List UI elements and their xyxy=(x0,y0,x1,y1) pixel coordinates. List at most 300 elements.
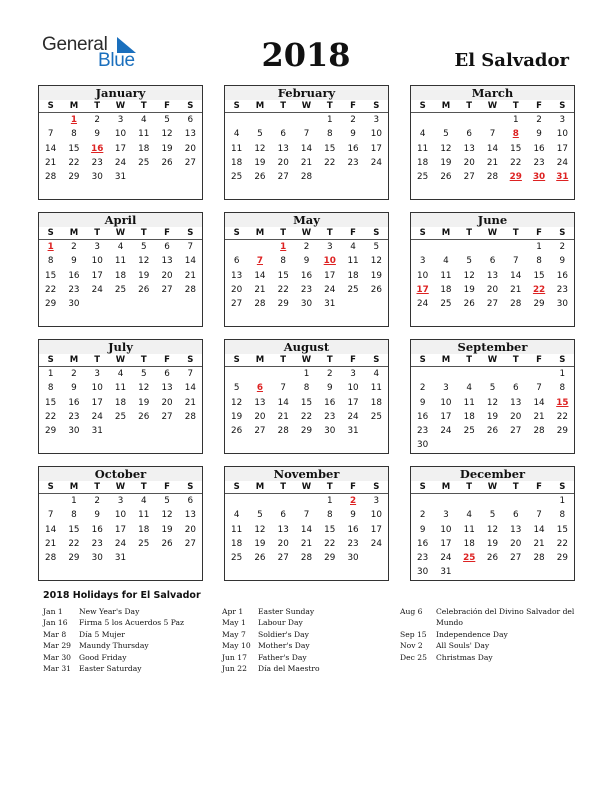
day-cell: 4 xyxy=(233,129,240,140)
weekday-header: M xyxy=(62,481,85,494)
weekday-header: T xyxy=(318,100,341,113)
empty-day-cell xyxy=(458,367,481,381)
holiday-name: All Souls' Day xyxy=(436,641,490,651)
day-cell: 17 xyxy=(91,397,103,408)
day-cell: 23 xyxy=(68,411,80,422)
month-april xyxy=(38,212,203,327)
day-cell: 30 xyxy=(300,299,313,310)
day-cell: 17 xyxy=(370,524,382,535)
day-cell: 30 xyxy=(91,172,103,183)
day-cell: 28 xyxy=(486,172,499,183)
holiday-entry xyxy=(400,640,575,651)
holiday-entry xyxy=(43,640,213,651)
day-cell: 26 xyxy=(231,426,243,437)
day-cell: 25 xyxy=(138,157,150,168)
day-cell: 20 xyxy=(184,524,196,535)
empty-day-cell xyxy=(481,367,504,381)
month-february xyxy=(224,85,389,200)
weekday-header: T xyxy=(272,481,295,494)
weekday-header: S xyxy=(551,227,574,240)
day-cell: 24 xyxy=(91,284,103,295)
holiday-name: Firma 5 los Acuerdos 5 Paz xyxy=(79,618,185,628)
month-march xyxy=(410,85,575,200)
day-cell: 24 xyxy=(556,157,568,168)
day-cell: 14 xyxy=(254,270,266,281)
weekday-header: W xyxy=(295,100,318,113)
month-days-grid xyxy=(411,354,574,453)
month-title: February xyxy=(225,86,388,100)
day-cell: 19 xyxy=(138,397,150,408)
day-cell: 9 xyxy=(94,510,100,521)
day-cell: 22 xyxy=(300,411,313,422)
day-cell: 17 xyxy=(440,411,452,422)
day-cell: 9 xyxy=(559,256,566,267)
day-cell: 17 xyxy=(324,270,336,281)
day-cell: 19 xyxy=(486,411,499,422)
day-cell: 29 xyxy=(277,299,289,310)
holiday-name: Maundy Thursday xyxy=(79,641,149,651)
day-cell: 5 xyxy=(257,129,263,140)
day-cell: 12 xyxy=(161,510,173,521)
day-cell: 3 xyxy=(443,383,449,394)
weekday-header: T xyxy=(458,100,481,113)
day-cell: 21 xyxy=(300,538,313,549)
day-cell: 30 xyxy=(68,299,80,310)
day-cell: 1 xyxy=(559,496,566,506)
empty-day-cell xyxy=(248,494,271,508)
month-days-grid xyxy=(411,481,574,580)
weekday-header: F xyxy=(341,354,364,367)
day-cell: 25 xyxy=(114,411,127,422)
holiday-day-cell: 30 xyxy=(532,172,546,183)
day-cell: 15 xyxy=(45,397,57,408)
weekday-header: F xyxy=(527,354,550,367)
empty-day-cell xyxy=(295,494,318,508)
logo-text-general: General xyxy=(42,34,108,55)
day-cell: 31 xyxy=(440,567,452,578)
empty-day-cell xyxy=(225,113,248,127)
day-cell: 14 xyxy=(533,397,545,408)
holiday-day-cell: 17 xyxy=(416,284,429,295)
empty-day-cell xyxy=(458,113,481,127)
day-cell: 13 xyxy=(510,397,522,408)
day-cell: 8 xyxy=(559,510,566,521)
weekday-header: S xyxy=(411,481,434,494)
day-cell: 18 xyxy=(463,538,475,549)
day-cell: 21 xyxy=(510,284,522,295)
day-cell: 28 xyxy=(277,426,289,437)
empty-day-cell xyxy=(481,240,504,254)
day-cell: 19 xyxy=(370,270,382,281)
weekday-header: S xyxy=(39,354,62,367)
day-cell: 28 xyxy=(184,411,196,422)
day-cell: 21 xyxy=(277,411,289,422)
weekday-header: M xyxy=(248,100,271,113)
weekday-header: T xyxy=(272,227,295,240)
day-cell: 18 xyxy=(231,538,243,549)
weekday-header: T xyxy=(504,481,527,494)
day-cell: 31 xyxy=(347,426,359,437)
day-cell: 19 xyxy=(161,143,173,154)
day-cell: 22 xyxy=(45,411,57,422)
day-cell: 1 xyxy=(303,369,310,379)
day-cell: 8 xyxy=(326,129,333,140)
day-cell: 11 xyxy=(370,383,382,394)
weekday-header: S xyxy=(411,227,434,240)
month-august xyxy=(224,339,389,454)
day-cell: 12 xyxy=(486,524,499,535)
holiday-date: Dec 25 xyxy=(400,652,427,662)
day-cell: 12 xyxy=(254,143,266,154)
day-cell: 17 xyxy=(556,143,568,154)
day-cell: 23 xyxy=(91,538,103,549)
day-cell: 29 xyxy=(556,553,568,564)
day-cell: 18 xyxy=(417,157,429,168)
day-cell: 27 xyxy=(184,157,196,168)
day-cell: 31 xyxy=(114,553,127,564)
day-cell: 20 xyxy=(184,143,196,154)
day-cell: 27 xyxy=(463,172,475,183)
day-cell: 2 xyxy=(94,115,100,125)
day-cell: 28 xyxy=(510,299,522,310)
day-cell: 6 xyxy=(489,256,496,267)
day-cell: 20 xyxy=(231,284,243,295)
month-title: March xyxy=(411,86,574,100)
day-cell: 10 xyxy=(347,383,359,394)
weekday-header: T xyxy=(86,227,109,240)
logo-text-blue: Blue xyxy=(98,50,135,71)
weekday-header: M xyxy=(248,354,271,367)
day-cell: 5 xyxy=(489,383,496,394)
empty-day-cell xyxy=(458,494,481,508)
holiday-day-cell: 6 xyxy=(256,383,263,394)
day-cell: 5 xyxy=(140,369,147,379)
day-cell: 24 xyxy=(347,411,359,422)
country-name: El Salvador xyxy=(454,50,569,71)
holiday-name: Día 5 Mujer xyxy=(79,629,125,639)
weekday-header: S xyxy=(225,354,248,367)
holiday-date: May 7 xyxy=(222,629,246,639)
holiday-day-cell: 25 xyxy=(463,553,476,564)
day-cell: 14 xyxy=(45,524,57,535)
day-cell: 11 xyxy=(463,524,475,535)
day-cell: 28 xyxy=(533,426,545,437)
day-cell: 8 xyxy=(71,129,77,140)
month-days-grid xyxy=(225,100,388,184)
day-cell: 7 xyxy=(280,383,286,394)
day-cell: 6 xyxy=(164,242,170,252)
weekday-header: M xyxy=(434,227,457,240)
empty-day-cell xyxy=(411,240,434,254)
day-cell: 15 xyxy=(533,270,545,281)
day-cell: 11 xyxy=(138,129,150,140)
day-cell: 23 xyxy=(417,553,429,564)
holiday-day-cell: 1 xyxy=(47,242,54,252)
day-cell: 22 xyxy=(324,157,336,168)
day-cell: 29 xyxy=(68,553,80,564)
month-july xyxy=(38,339,203,454)
day-cell: 28 xyxy=(300,172,313,183)
day-cell: 8 xyxy=(326,510,333,521)
day-cell: 6 xyxy=(512,383,519,394)
holiday-entry xyxy=(222,606,392,617)
day-cell: 10 xyxy=(370,129,382,140)
day-cell: 8 xyxy=(71,510,77,521)
month-title: April xyxy=(39,213,202,227)
day-cell: 8 xyxy=(47,256,54,267)
day-cell: 9 xyxy=(350,129,356,140)
day-cell: 7 xyxy=(303,510,310,521)
day-cell: 15 xyxy=(510,143,522,154)
day-cell: 27 xyxy=(510,426,522,437)
weekday-header: S xyxy=(179,354,202,367)
holiday-date: Mar 8 xyxy=(43,629,67,639)
weekday-header: W xyxy=(481,354,504,367)
day-cell: 29 xyxy=(556,426,568,437)
day-cell: 8 xyxy=(536,256,542,267)
day-cell: 13 xyxy=(510,524,522,535)
month-days-grid xyxy=(39,227,202,311)
day-cell: 13 xyxy=(184,510,196,521)
weekday-header: M xyxy=(62,100,85,113)
day-cell: 24 xyxy=(114,538,127,549)
month-december xyxy=(410,466,575,581)
day-cell: 11 xyxy=(417,143,429,154)
day-cell: 22 xyxy=(556,411,568,422)
day-cell: 14 xyxy=(184,256,196,267)
day-cell: 20 xyxy=(486,284,499,295)
month-september xyxy=(410,339,575,454)
weekday-header: T xyxy=(272,100,295,113)
day-cell: 12 xyxy=(138,383,150,394)
empty-day-cell xyxy=(225,240,248,254)
day-cell: 29 xyxy=(324,553,336,564)
holiday-name: Father's Day xyxy=(258,652,307,662)
day-cell: 2 xyxy=(536,115,542,125)
holiday-day-cell: 31 xyxy=(556,172,569,183)
day-cell: 6 xyxy=(280,129,286,140)
day-cell: 30 xyxy=(324,426,336,437)
day-cell: 17 xyxy=(91,270,103,281)
day-cell: 21 xyxy=(533,538,545,549)
day-cell: 27 xyxy=(254,426,266,437)
day-cell: 5 xyxy=(164,115,170,125)
weekday-header: F xyxy=(341,100,364,113)
day-cell: 29 xyxy=(68,172,80,183)
weekday-header: F xyxy=(341,227,364,240)
weekday-header: T xyxy=(458,227,481,240)
day-cell: 22 xyxy=(68,157,80,168)
day-cell: 21 xyxy=(533,411,545,422)
holiday-date: Mar 29 xyxy=(43,641,72,651)
month-october xyxy=(38,466,203,581)
day-cell: 4 xyxy=(117,369,124,379)
weekday-header: M xyxy=(434,100,457,113)
empty-day-cell xyxy=(272,494,295,508)
day-cell: 3 xyxy=(443,510,449,521)
day-cell: 25 xyxy=(114,284,127,295)
day-cell: 15 xyxy=(45,270,57,281)
day-cell: 6 xyxy=(512,510,519,521)
empty-day-cell xyxy=(434,367,457,381)
empty-day-cell xyxy=(527,494,550,508)
holiday-name: New Year's Day xyxy=(79,607,140,616)
day-cell: 6 xyxy=(187,496,194,506)
holiday-name: Easter Sunday xyxy=(258,607,315,616)
day-cell: 5 xyxy=(373,242,380,252)
holiday-day-cell: 1 xyxy=(280,242,287,252)
day-cell: 8 xyxy=(280,256,286,267)
day-cell: 28 xyxy=(45,553,57,564)
day-cell: 1 xyxy=(326,115,333,125)
empty-day-cell xyxy=(481,113,504,127)
day-cell: 21 xyxy=(486,157,499,168)
day-cell: 26 xyxy=(463,299,475,310)
day-cell: 5 xyxy=(164,496,170,506)
month-january xyxy=(38,85,203,200)
holiday-date: Jun 22 xyxy=(222,664,247,674)
day-cell: 10 xyxy=(440,524,452,535)
weekday-header: M xyxy=(62,227,85,240)
day-cell: 27 xyxy=(231,299,243,310)
day-cell: 13 xyxy=(161,256,173,267)
holiday-name: Celebración del Divino Salvador del Mundo xyxy=(436,607,575,628)
empty-day-cell xyxy=(504,494,527,508)
weekday-header: T xyxy=(272,354,295,367)
weekday-header: T xyxy=(86,481,109,494)
day-cell: 6 xyxy=(187,115,194,125)
weekday-header: W xyxy=(481,100,504,113)
empty-day-cell xyxy=(225,494,248,508)
holiday-day-cell: 29 xyxy=(509,172,522,183)
day-cell: 12 xyxy=(486,397,499,408)
day-cell: 29 xyxy=(300,426,313,437)
weekday-header: T xyxy=(458,354,481,367)
day-cell: 3 xyxy=(419,256,426,267)
day-cell: 2 xyxy=(350,115,356,125)
holiday-column xyxy=(400,606,575,663)
day-cell: 26 xyxy=(486,426,499,437)
holiday-day-cell: 22 xyxy=(532,284,546,295)
holiday-column xyxy=(222,606,392,674)
day-cell: 26 xyxy=(161,157,173,168)
holiday-day-cell: 15 xyxy=(556,397,569,408)
day-cell: 13 xyxy=(161,383,173,394)
day-cell: 29 xyxy=(533,299,545,310)
day-cell: 9 xyxy=(419,524,426,535)
day-cell: 2 xyxy=(559,242,566,252)
day-cell: 16 xyxy=(300,270,313,281)
day-cell: 3 xyxy=(117,115,124,125)
month-days-grid xyxy=(39,354,202,438)
empty-day-cell xyxy=(225,367,248,381)
weekday-header: W xyxy=(109,100,132,113)
day-cell: 2 xyxy=(419,510,426,521)
day-cell: 7 xyxy=(489,129,496,140)
day-cell: 3 xyxy=(559,115,566,125)
empty-day-cell xyxy=(272,113,295,127)
day-cell: 23 xyxy=(533,157,545,168)
day-cell: 20 xyxy=(277,157,289,168)
month-days-grid xyxy=(225,481,388,565)
day-cell: 5 xyxy=(257,510,263,521)
day-cell: 14 xyxy=(300,143,313,154)
day-cell: 14 xyxy=(45,143,57,154)
month-days-grid xyxy=(39,100,202,184)
day-cell: 18 xyxy=(114,397,127,408)
day-cell: 2 xyxy=(94,496,100,506)
day-cell: 14 xyxy=(510,270,522,281)
holiday-day-cell: 10 xyxy=(323,256,336,267)
empty-day-cell xyxy=(527,367,550,381)
weekday-header: T xyxy=(132,481,155,494)
empty-day-cell xyxy=(411,113,434,127)
day-cell: 17 xyxy=(114,143,127,154)
holiday-entry xyxy=(400,652,575,663)
holiday-date: Mar 30 xyxy=(43,652,72,662)
day-cell: 10 xyxy=(417,270,429,281)
day-cell: 30 xyxy=(417,567,429,578)
calendar-year: 2018 xyxy=(261,36,351,74)
holiday-name: Good Friday xyxy=(79,652,127,662)
day-cell: 30 xyxy=(91,553,103,564)
day-cell: 6 xyxy=(164,369,170,379)
weekday-header: S xyxy=(365,354,388,367)
day-cell: 21 xyxy=(300,157,313,168)
day-cell: 22 xyxy=(68,538,80,549)
day-cell: 20 xyxy=(277,538,289,549)
day-cell: 15 xyxy=(324,524,336,535)
holiday-date: Sep 15 xyxy=(400,629,427,639)
day-cell: 19 xyxy=(161,524,173,535)
day-cell: 30 xyxy=(417,440,429,451)
weekday-header: F xyxy=(527,481,550,494)
empty-day-cell xyxy=(434,494,457,508)
weekday-header: T xyxy=(132,100,155,113)
day-cell: 16 xyxy=(68,397,80,408)
day-cell: 26 xyxy=(161,538,173,549)
day-cell: 2 xyxy=(71,369,77,379)
weekday-header: S xyxy=(39,100,62,113)
weekday-header: W xyxy=(295,227,318,240)
day-cell: 27 xyxy=(161,284,173,295)
day-cell: 12 xyxy=(231,397,243,408)
holiday-date: Jan 1 xyxy=(43,607,63,616)
day-cell: 16 xyxy=(556,270,568,281)
weekday-header: M xyxy=(248,227,271,240)
holiday-entry xyxy=(222,652,392,663)
day-cell: 21 xyxy=(45,538,57,549)
day-cell: 19 xyxy=(254,538,266,549)
day-cell: 4 xyxy=(466,510,472,521)
empty-day-cell xyxy=(248,240,271,254)
day-cell: 18 xyxy=(114,270,127,281)
day-cell: 28 xyxy=(184,284,196,295)
holiday-date: Apr 1 xyxy=(222,607,244,616)
weekday-header: F xyxy=(155,354,178,367)
holiday-day-cell: 2 xyxy=(350,496,357,506)
month-title: July xyxy=(39,340,202,354)
day-cell: 10 xyxy=(440,397,452,408)
month-title: August xyxy=(225,340,388,354)
month-november xyxy=(224,466,389,581)
day-cell: 9 xyxy=(350,510,356,521)
day-cell: 13 xyxy=(277,143,289,154)
day-cell: 3 xyxy=(350,369,356,379)
day-cell: 27 xyxy=(161,411,173,422)
day-cell: 4 xyxy=(233,510,240,521)
weekday-header: T xyxy=(318,227,341,240)
